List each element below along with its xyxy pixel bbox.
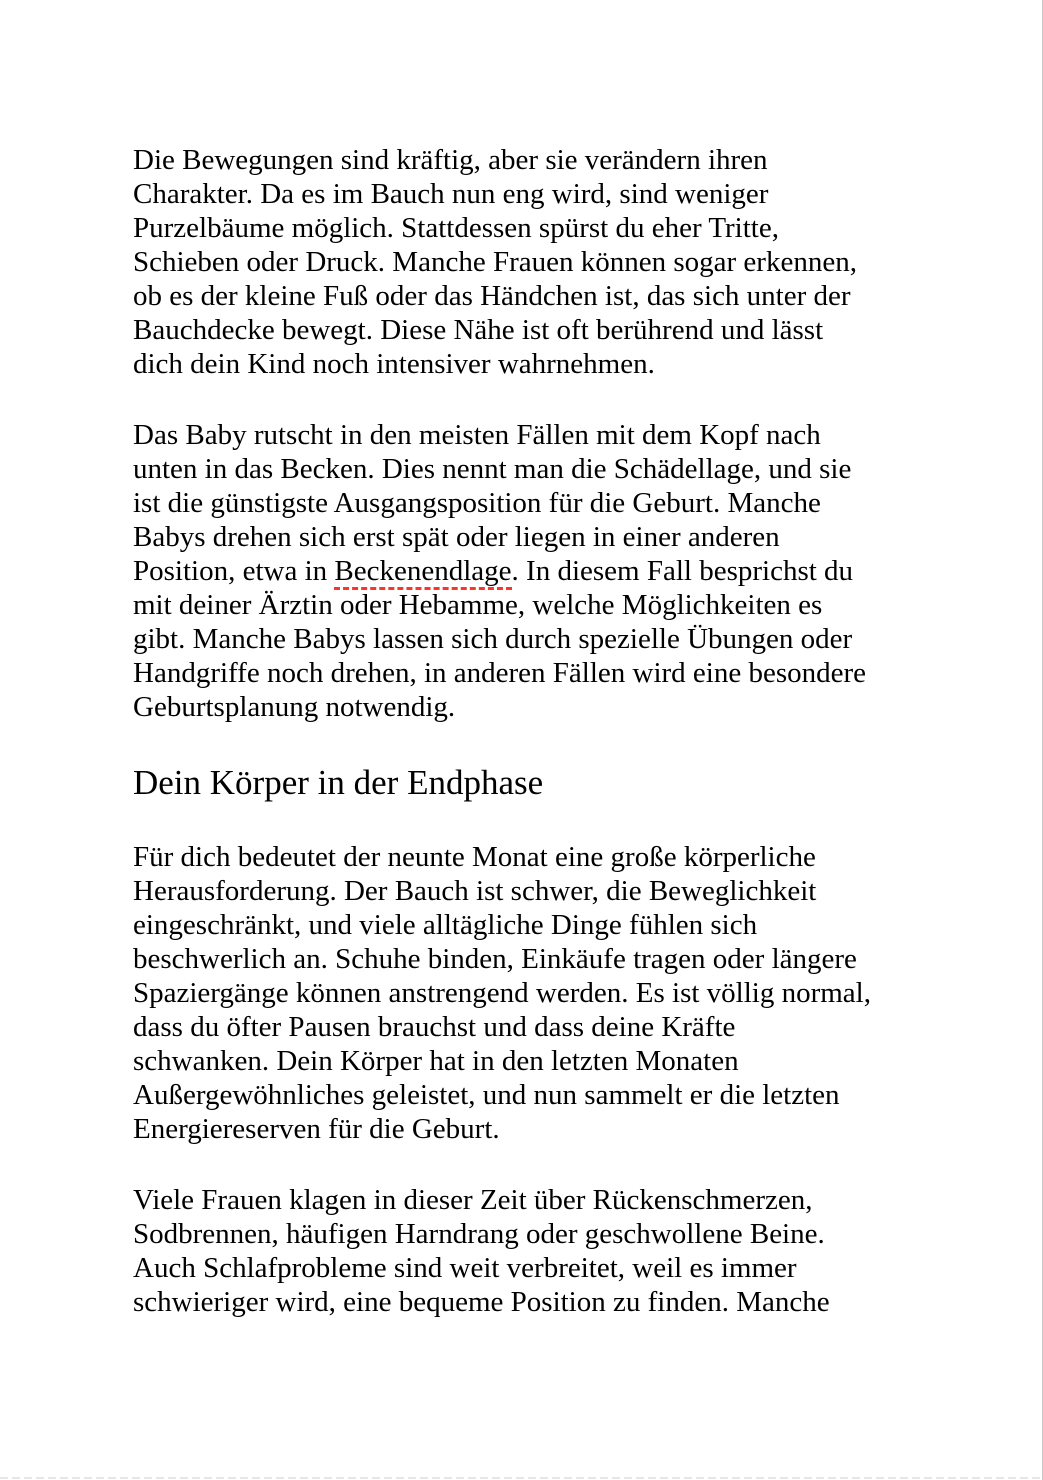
- text-line: schwanken. Dein Körper hat in den letzten Monaten: [133, 1045, 739, 1077]
- text-line: Das Baby rutscht in den meisten Fällen mit dem Kopf nach: [133, 419, 821, 451]
- text-line: Handgriffe noch drehen, in anderen Fällen wird eine besondere: [133, 657, 867, 689]
- paragraph: [133, 143, 933, 381]
- paragraph: [133, 418, 933, 724]
- text-line: Charakter. Da es im Bauch nun eng wird, sind weniger: [133, 178, 769, 210]
- text-line: Schieben oder Druck. Manche Frauen können sogar erkennen,: [133, 246, 857, 278]
- text-segment: Position, etwa in: [133, 555, 335, 587]
- text-line: Auch Schlafprobleme sind weit verbreitet, weil es immer: [133, 1252, 797, 1284]
- document-body[interactable]: [133, 143, 933, 1356]
- misspelled-word[interactable]: Beckenendlage: [334, 555, 511, 590]
- page-break-divider: [0, 1477, 1043, 1479]
- text-line: beschwerlich an. Schuhe binden, Einkäufe tragen oder längere: [133, 943, 857, 975]
- text-segment: . In diesem Fall besprichst du: [511, 555, 854, 587]
- paragraph: [133, 840, 933, 1146]
- text-line: Viele Frauen klagen in dieser Zeit über Rückenschmerzen,: [133, 1184, 813, 1216]
- text-line: Spaziergänge können anstrengend werden. Es ist völlig normal,: [133, 977, 871, 1009]
- text-line: [133, 554, 933, 588]
- paragraph: [133, 1183, 933, 1319]
- text-line: mit deiner Ärztin oder Hebamme, welche Möglichkeiten es: [133, 589, 823, 621]
- text-line: ob es der kleine Fuß oder das Händchen ist, das sich unter der: [133, 280, 851, 312]
- text-line: Außergewöhnliches geleistet, und nun sammelt er die letzten: [133, 1079, 840, 1111]
- text-line: Die Bewegungen sind kräftig, aber sie verändern ihren: [133, 144, 768, 176]
- text-line: Purzelbäume möglich. Stattdessen spürst du eher Tritte,: [133, 212, 779, 244]
- section-heading: Dein Körper in der Endphase: [133, 763, 544, 802]
- text-line: Herausforderung. Der Bauch ist schwer, die Beweglichkeit: [133, 875, 817, 907]
- text-line: Bauchdecke bewegt. Diese Nähe ist oft berührend und lässt: [133, 314, 824, 346]
- text-line: Für dich bedeutet der neunte Monat eine große körperliche: [133, 841, 816, 873]
- text-line: Sodbrennen, häufigen Harndrang oder geschwollene Beine.: [133, 1218, 825, 1250]
- text-line: Babys drehen sich erst spät oder liegen in einer anderen: [133, 521, 780, 553]
- text-line: schwieriger wird, eine bequeme Position zu finden. Manche: [133, 1286, 830, 1318]
- text-line: Geburtsplanung notwendig.: [133, 691, 456, 723]
- text-line: ist die günstigste Ausgangsposition für die Geburt. Manche: [133, 487, 821, 519]
- text-line: eingeschränkt, und viele alltägliche Dinge fühlen sich: [133, 909, 758, 941]
- text-line: Energiereserven für die Geburt.: [133, 1113, 500, 1145]
- text-line: dich dein Kind noch intensiver wahrnehmen.: [133, 348, 655, 380]
- text-line: gibt. Manche Babys lassen sich durch spezielle Übungen oder: [133, 623, 853, 655]
- text-line: dass du öfter Pausen brauchst und dass deine Kräfte: [133, 1011, 736, 1043]
- text-line: unten in das Becken. Dies nennt man die Schädellage, und sie: [133, 453, 852, 485]
